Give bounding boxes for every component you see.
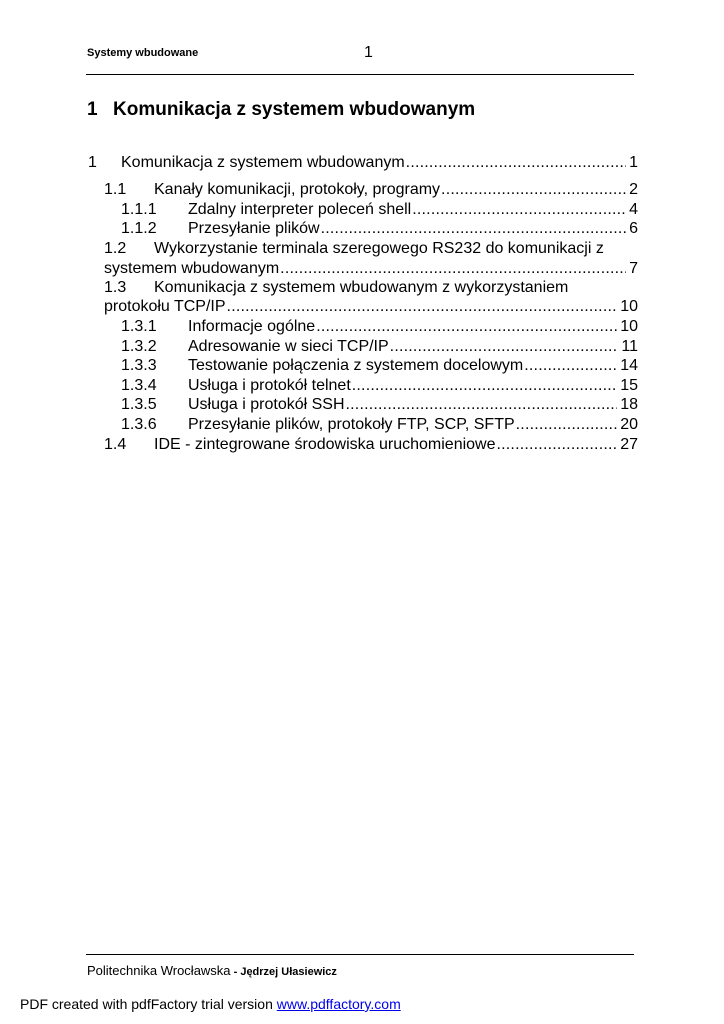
header-course-name: Systemy wbudowane	[87, 47, 199, 59]
toc-entry[interactable]	[0, 357, 724, 377]
toc-leader-dots	[346, 396, 618, 414]
toc-entry-first-line[interactable]	[0, 279, 724, 299]
footer-author: - Jędrzej Ułasiewicz	[230, 966, 337, 978]
footer-divider	[86, 954, 634, 955]
toc-leader-dots	[352, 377, 617, 395]
toc-entry-page: 10	[620, 298, 638, 315]
toc-entry-page: 14	[620, 357, 638, 374]
toc-entry[interactable]	[0, 201, 724, 221]
toc-entry-number: 1.3.3	[121, 357, 157, 374]
toc-leader-dots	[524, 357, 617, 375]
toc-entry-page: 6	[629, 220, 638, 237]
toc-entry-title: Adresowanie w sieci TCP/IP	[188, 338, 389, 355]
toc-entry-title: Przesyłanie plików, protokoły FTP, SCP, SFTP	[188, 416, 515, 433]
toc-entry[interactable]	[0, 318, 724, 338]
toc-entry-number: 1.2	[104, 240, 127, 257]
toc-entry-number: 1.3.6	[121, 416, 157, 433]
toc-entry[interactable]	[0, 377, 724, 397]
toc-entry-page: 11	[621, 338, 638, 355]
toc-entry[interactable]	[0, 338, 724, 358]
toc-entry-title-line2: systemem wbudowanym	[104, 260, 280, 277]
toc-leader-dots	[390, 338, 619, 356]
toc-entry-number: 1.3.5	[121, 396, 157, 413]
toc-leader-dots	[406, 154, 626, 172]
header-page-number: 1	[364, 44, 373, 61]
footer	[87, 963, 337, 978]
table-of-contents	[0, 0, 724, 470]
toc-entry-page: 27	[620, 436, 638, 453]
toc-leader-dots	[316, 318, 617, 336]
toc-entry[interactable]	[0, 181, 724, 201]
toc-entry-title-line1: Komunikacja z systemem wbudowanym z wykorzystaniem	[154, 279, 569, 296]
toc-entry-number: 1.1.2	[121, 220, 157, 237]
toc-entry-title: Kanały komunikacji, protokoły, programy	[154, 181, 441, 198]
toc-leader-dots	[280, 260, 626, 278]
toc-entry-page: 7	[629, 260, 638, 277]
toc-entry-title: IDE - zintegrowane środowiska uruchomieniowe	[154, 436, 496, 453]
toc-entry-first-line[interactable]	[0, 240, 724, 260]
toc-entry[interactable]	[0, 396, 724, 416]
toc-leader-dots	[497, 436, 618, 454]
chapter-number: 1	[87, 99, 98, 120]
toc-entry-title: Zdalny interpreter poleceń shell	[188, 201, 412, 218]
toc-entry-number: 1.1.1	[121, 201, 157, 218]
toc-entry-second-line[interactable]	[0, 260, 724, 280]
toc-entry[interactable]	[0, 220, 724, 240]
toc-entry-page: 15	[620, 377, 638, 394]
toc-entry-number: 1	[88, 154, 97, 171]
toc-entry-number: 1.3.2	[121, 338, 157, 355]
footer-institution: Politechnika Wrocławska	[87, 963, 231, 978]
pdf-creator-note	[20, 996, 401, 1012]
toc-entry-number: 1.4	[104, 436, 127, 453]
toc-entry-page: 20	[620, 416, 638, 433]
toc-entry-title: Usługa i protokół SSH	[188, 396, 345, 413]
pdf-note-text: PDF created with pdfFactory trial version	[20, 996, 277, 1012]
toc-entry-page: 18	[620, 396, 638, 413]
toc-entry-number: 1.3	[104, 279, 127, 296]
toc-entry-number: 1.1	[104, 181, 127, 198]
toc-leader-dots	[412, 201, 626, 219]
toc-entry-title: Informacje ogólne	[188, 318, 316, 335]
toc-entry-title-line2: protokołu TCP/IP	[104, 298, 226, 315]
toc-entry-number: 1.3.1	[121, 318, 157, 335]
toc-entry-page: 2	[629, 181, 638, 198]
toc-leader-dots	[227, 298, 618, 316]
toc-entry[interactable]	[0, 154, 724, 174]
toc-entry-title-line1: Wykorzystanie terminala szeregowego RS232 do komunikacji z	[154, 240, 604, 257]
toc-entry-title: Przesyłanie plików	[188, 220, 320, 237]
toc-entry-title: Komunikacja z systemem wbudowanym	[121, 154, 405, 171]
toc-entry[interactable]	[0, 416, 724, 436]
chapter-title-text: Komunikacja z systemem wbudowanym	[113, 99, 476, 120]
toc-entry-page: 1	[629, 154, 638, 171]
toc-entry-page: 4	[629, 201, 638, 218]
toc-entry-second-line[interactable]	[0, 298, 724, 318]
toc-entry-page: 10	[620, 318, 638, 335]
toc-entry-title: Usługa i protokół telnet	[188, 377, 351, 394]
pdffactory-link[interactable]: www.pdffactory.com	[276, 996, 401, 1012]
toc-leader-dots	[321, 220, 626, 238]
toc-entry-number: 1.3.4	[121, 377, 157, 394]
toc-entry[interactable]	[0, 436, 724, 456]
toc-entry-title: Testowanie połączenia z systemem docelowym	[188, 357, 524, 374]
toc-leader-dots	[516, 416, 618, 434]
toc-leader-dots	[441, 181, 626, 199]
